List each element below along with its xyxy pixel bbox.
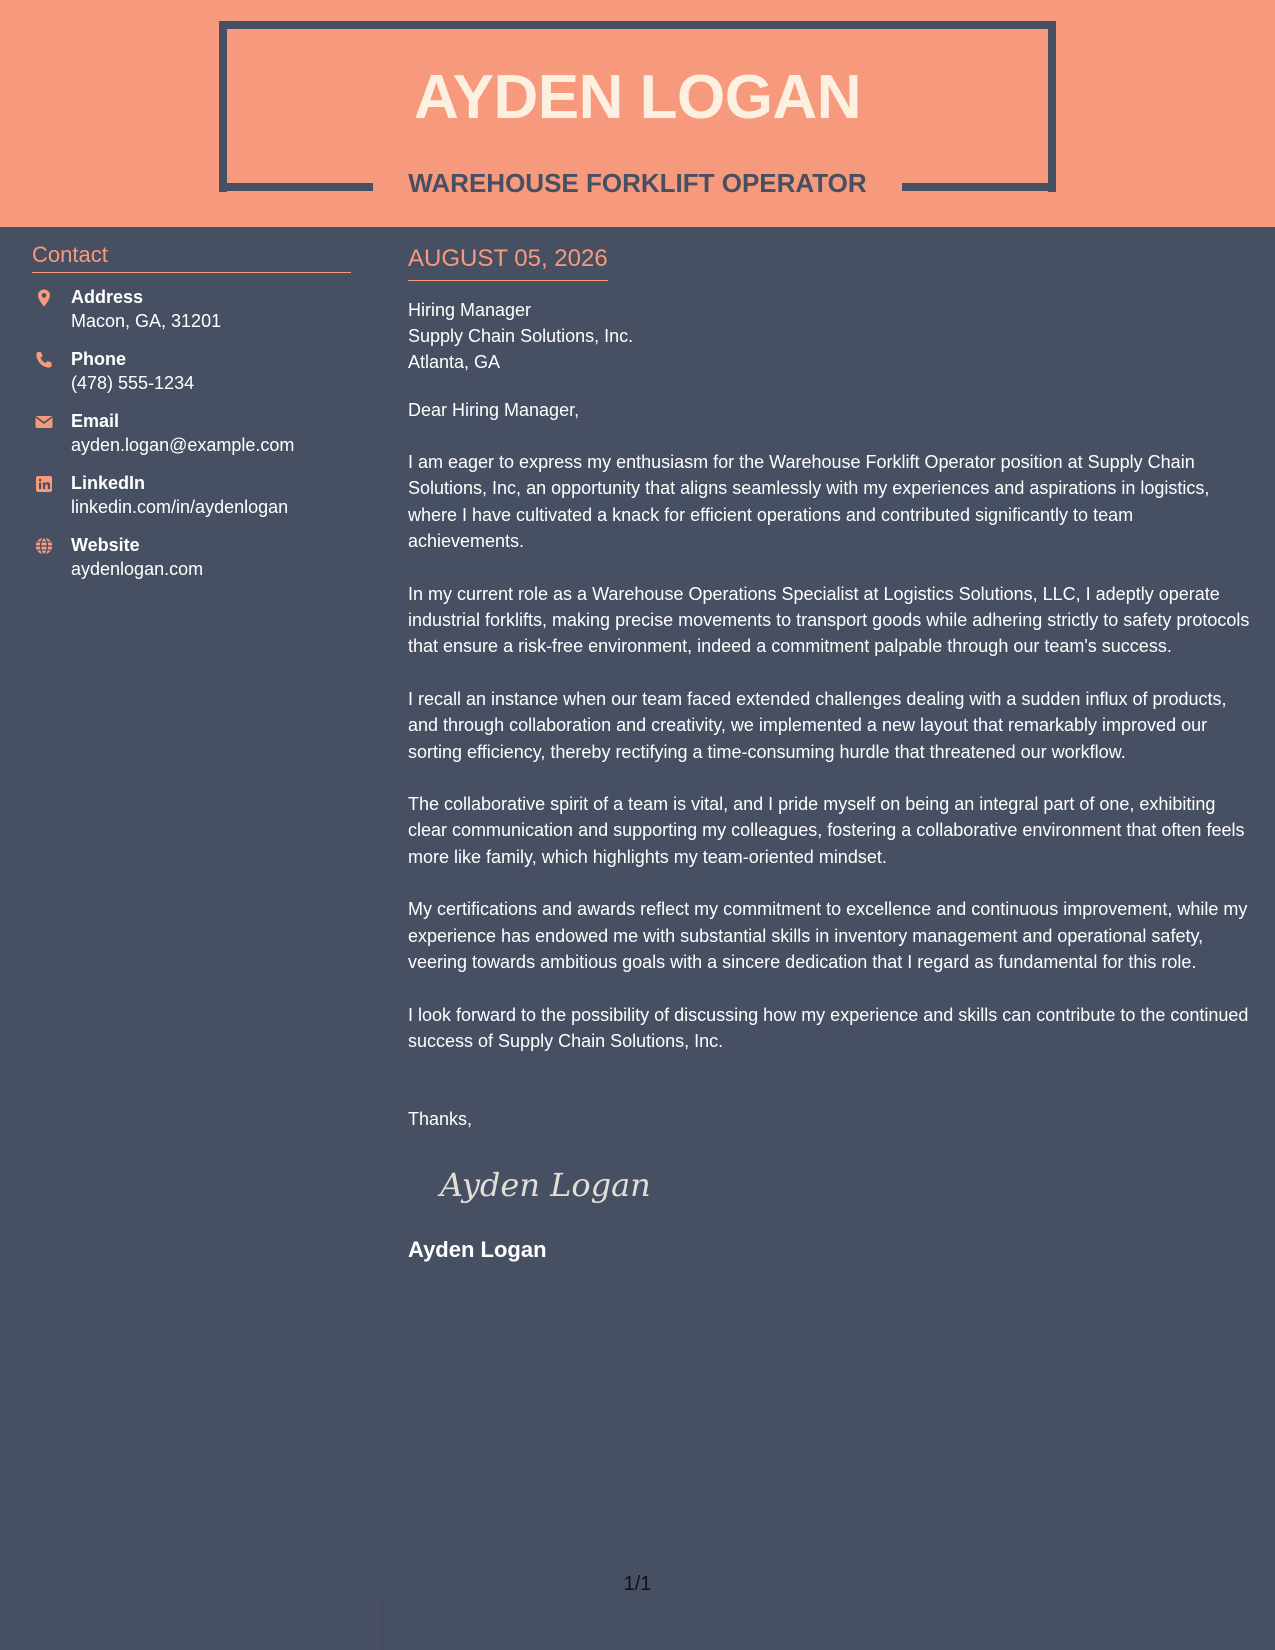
header-frame-bottom-right <box>902 183 1056 191</box>
map-pin-icon <box>34 288 54 308</box>
salutation: Dear Hiring Manager, <box>408 400 580 420</box>
letter-paragraph: My certifications and awards reflect my commitment to excellence and continuous improvement, while my experience has endowed me with substantial skills in inventory management and operational safety, veering towards ambitious goals with a sincere dedication that I regard as fundamental for this role. <box>408 899 1248 973</box>
contact-value: aydenlogan.com <box>71 559 204 579</box>
contact-label: LinkedIn <box>71 473 146 493</box>
page-number: 1/1 <box>623 1573 652 1595</box>
recipient-line: Supply Chain Solutions, Inc. <box>408 326 634 346</box>
letter-body <box>408 242 1253 1265</box>
letter-paragraph: I look forward to the possibility of discussing how my experience and skills can contribute to the continued success of Supply Chain Solutions, Inc. <box>408 1004 1249 1051</box>
contact-label: Address <box>71 287 144 307</box>
header-frame-right <box>1048 21 1056 192</box>
envelope-icon <box>34 412 54 432</box>
closing: Thanks, <box>408 1109 473 1130</box>
letter-paragraph: I recall an instance when our team faced extended challenges dealing with a sudden influx of products, and through collaboration and creativity, we implemented a new layout that remarkably improved our sorting efficiency, thereby rectifying a time-consuming hurdle that threatened our workflow. <box>408 688 1227 762</box>
recipient-line: Atlanta, GA <box>408 352 501 372</box>
contact-label: Email <box>71 411 120 431</box>
recipient-block <box>408 297 1253 375</box>
applicant-name: AYDEN LOGAN <box>414 63 861 132</box>
linkedin-icon <box>34 474 54 494</box>
letter-paragraph: The collaborative spirit of a team is vital, and I pride myself on being an integral part of one, exhibiting clear communication and supporting my colleagues, fostering a collaborative environment that often feels more like family, which highlights my team-oriented mindset. <box>408 794 1245 867</box>
letter-paragraph: In my current role as a Warehouse Operations Specialist at Logistics Solutions, LLC, I adeptly operate industrial forklifts, making precise movements to transport goods while adhering strictly to safety protocols that ensure a risk-free environment, indeed a commitment palpable through our team's success. <box>408 583 1250 657</box>
recipient-line: Hiring Manager <box>408 300 532 320</box>
contact-label: Website <box>71 535 140 555</box>
signer-name: Ayden Logan <box>408 1237 547 1263</box>
contact-item-linkedin <box>32 471 351 519</box>
header-frame-bottom-left <box>219 183 373 191</box>
letter-paragraph: I am eager to express my enthusiasm for the Warehouse Forklift Operator position at Supply Chain Solutions, Inc, an opportunity that aligns seamlessly with my experiences and aspirations in logistics, where I have cultivated a knack for efficient operations and contributed significantly to team achievements. <box>408 452 1210 552</box>
letter-date: AUGUST 05, 2026 <box>408 242 608 281</box>
contact-value: Macon, GA, 31201 <box>71 311 222 331</box>
job-title: WAREHOUSE FORKLIFT OPERATOR <box>408 168 867 198</box>
contact-heading: Contact <box>32 240 351 273</box>
contact-value: ayden.logan@example.com <box>71 435 295 455</box>
contact-item-address <box>32 285 351 333</box>
globe-icon <box>34 536 54 556</box>
contact-value: linkedin.com/in/aydenlogan <box>71 497 289 517</box>
signature-image <box>436 1158 656 1212</box>
header-banner <box>0 0 1275 227</box>
contact-label: Phone <box>71 349 127 369</box>
svg-text:Ayden Logan: Ayden Logan <box>440 1166 651 1205</box>
contact-sidebar <box>32 240 351 595</box>
contact-item-phone <box>32 347 351 395</box>
contact-item-website <box>32 533 351 581</box>
column-divider <box>382 1600 383 1650</box>
contact-value: (478) 555-1234 <box>71 373 195 393</box>
phone-icon <box>34 350 54 370</box>
contact-list <box>32 285 351 581</box>
contact-item-email <box>32 409 351 457</box>
header-frame-left <box>219 21 227 192</box>
header-frame-top <box>219 21 1056 29</box>
